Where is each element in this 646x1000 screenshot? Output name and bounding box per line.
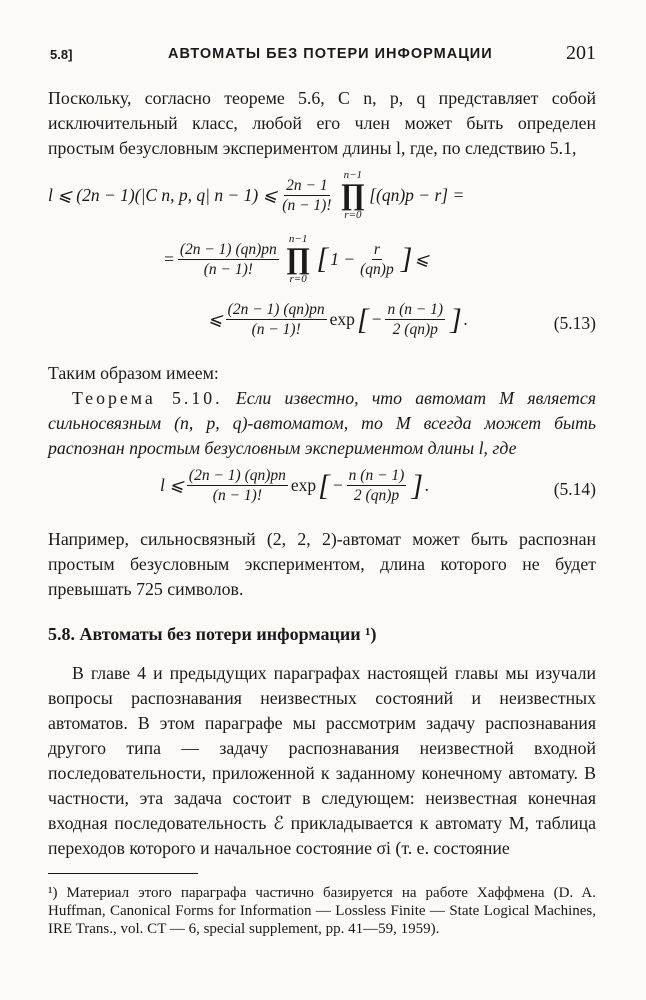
eq1-fraction [280, 177, 333, 214]
eq2-inner-fraction [358, 241, 396, 278]
eq3-frac-den: (n − 1)! [251, 321, 301, 338]
eq3-exp: exp [329, 309, 355, 329]
product-icon: ∏ [340, 178, 366, 211]
eq1-prod-upper: n−1 [343, 169, 363, 181]
equation-5-13-line-1 [48, 169, 464, 221]
eq1-factor: [(qn)p − r] = [369, 184, 465, 205]
eq2-inner-num: r [373, 240, 380, 258]
eq2-prod-upper: n−1 [288, 233, 308, 245]
page-number: 201 [566, 42, 596, 64]
left-bracket-icon: [ [316, 242, 329, 275]
section-heading: 5.8. Автоматы без потери информации ¹) [48, 624, 377, 644]
eq3-fraction [226, 301, 327, 338]
intro-paragraph: Поскольку, согласно теореме 5.6, C n, p, q представляет собой исключительный класс, любой его член может быть определен простым безусловным экспериментом длины l, где, по следствию 5.1, [48, 88, 596, 158]
eq2-product-symbol [286, 233, 311, 285]
right-bracket-icon: ] [400, 242, 413, 275]
footnote: ¹) Материал этого параграфа частично базируется на работе Хаффмена (D. A. Huffman, Canonical Forms for Information — Lossless Finite — State Logical Machines, IRE Trans., vol. CT — 6, special supplement, pp. 41—59, 1959). [48, 885, 596, 937]
eq514-fraction [187, 467, 288, 504]
book-page [48, 38, 596, 938]
eq514-exp: exp [290, 475, 317, 495]
eq1-product-symbol [341, 169, 366, 221]
eq514-exp-den: 2 (qn)p [353, 487, 400, 504]
right-bracket-icon: ] [450, 302, 462, 336]
eq2-relation: ⩽ [414, 248, 430, 269]
header-section-ref: 5.8] [50, 47, 73, 62]
header-title: АВТОМАТЫ БЕЗ ПОТЕРИ ИНФОРМАЦИИ [168, 46, 493, 62]
left-bracket-icon: [ [318, 468, 330, 502]
eq514-exp-fraction [347, 467, 407, 504]
equation-5-13-line-3: ⩽ $\frac{(2n - 1) (qn)pn}{(n - 1)!}$ exp [ − $\frac{n (n - 1)}{2 (qn)p}$ ] . [208, 301, 469, 338]
eq1-prod-lower: r=0 [344, 209, 362, 221]
thus-line: Таким образом имеем: [48, 363, 219, 383]
eq514-exp-num: n (n − 1) [348, 467, 405, 484]
theorem-body: Если известно, что автомат M является сильносвязным (n, p, q)-автоматом, то M всегда может быть распознан простым безусловным экспериментом длины l, где [48, 388, 596, 458]
product-icon: ∏ [285, 242, 311, 275]
theorem-label: Теорема 5.10. [72, 388, 223, 408]
eq1-left: l ⩽ (2n − 1)(|C n, p, q| n − 1) ⩽ [48, 184, 278, 205]
eq514-left: l ⩽ [160, 475, 184, 495]
eq2-prod-lower: r=0 [289, 273, 307, 285]
right-bracket-icon: ] [411, 468, 424, 502]
equation-5-13 [48, 161, 596, 361]
equation-number-5-14: (5.14) [553, 479, 596, 499]
eq1-frac-num: 2n − 1 [286, 176, 328, 194]
equation-5-14 [48, 461, 596, 527]
eq2-frac-den: (n − 1)! [203, 260, 253, 278]
eq2-frac-num: (2n − 1) (qn)pn [179, 240, 277, 258]
equation-number-5-13: (5.13) [553, 313, 596, 333]
eq514-frac-num: (2n − 1) (qn)pn [188, 467, 286, 484]
eq2-bracket-one: 1 − [330, 248, 356, 269]
eq514-frac-den: (n − 1)! [212, 487, 262, 504]
equation-5-13-line-2: = $\frac{(2n - 1) (qn)pn}{(n - 1)!}$ n−1 ∏ r=0 [ 1 − $\frac{r}{(qn)p}$ ] ⩽ [163, 233, 430, 285]
eq3-exp-den: 2 (qn)p [392, 321, 438, 338]
section-paragraph: В главе 4 и предыдущих параграфах настоящей главы мы изучали вопросы распознавания неизвестных состояний и неизвестных автоматов. В этом параграфе мы рассмотрим задачу распознавания другого типа — задачу распознавания неизвестной входной последовательности, приложенной к заданному конечному автомату. В частности, эта задача состоит в следующем: неизвестная конечная входная последовательность ℰ прикладывается к автомату M, таблица переходов которого и начальное состояние σi (т. е. состояние [48, 663, 596, 858]
eq2-inner-den: (qn)p [360, 260, 394, 278]
running-header [48, 38, 596, 72]
eq2-fraction [178, 241, 279, 278]
eq1-frac-den: (n − 1)! [282, 196, 332, 214]
footnote-divider [48, 873, 198, 874]
equation-5-14-line: l ⩽ $\frac{(2n - 1) (qn)pn}{(n - 1)!}$ exp [ − $\frac{n (n - 1)}{2 (qn)p}$ ] . [160, 467, 430, 504]
left-bracket-icon: [ [356, 302, 369, 336]
theorem-5-10 [48, 386, 596, 461]
eq3-frac-num: (2n − 1) (qn)pn [227, 301, 325, 318]
example-paragraph: Например, сильносвязный (2, 2, 2)-автомат может быть распознан простым безусловным экспериментом, длина которого не будет превышать 725 символов. [48, 529, 596, 599]
eq3-exp-num: n (n − 1) [387, 301, 444, 318]
eq3-relation: ⩽ [208, 309, 223, 329]
eq3-exp-fraction [385, 301, 445, 338]
